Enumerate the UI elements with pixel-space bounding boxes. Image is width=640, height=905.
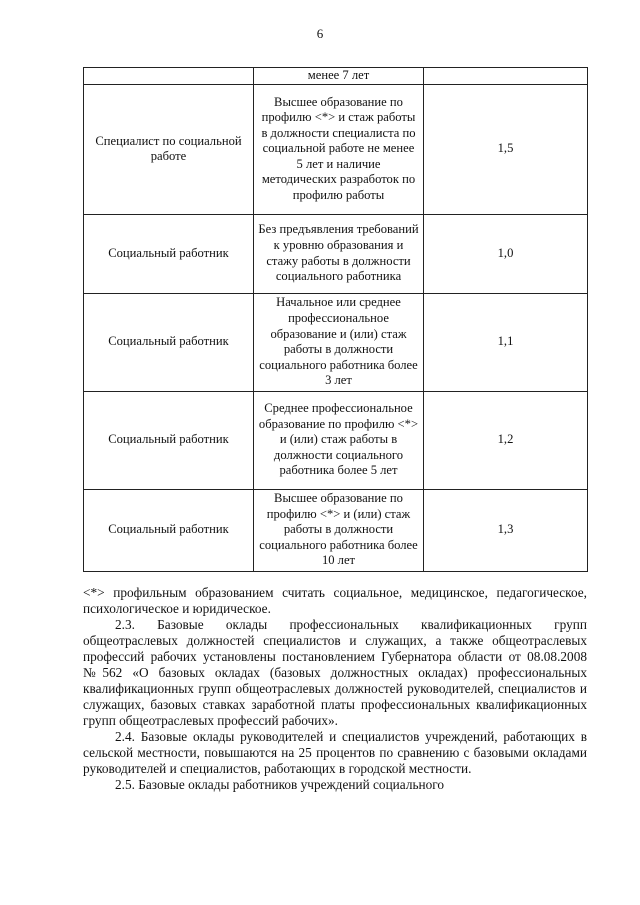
position-cell: Социальный работник: [84, 214, 254, 293]
table-row: [84, 489, 588, 571]
table-row: [84, 391, 588, 489]
requirements-cell: Высшее образование по профилю <*> и (или) стаж работы в должности социального работника более 10 лет: [254, 489, 424, 571]
table-row: [84, 214, 588, 293]
requirements-cell: Высшее образование по профилю <*> и стаж работы в должности специалиста по социальной работе не менее 5 лет и наличие методических разработок по профилю работы: [254, 84, 424, 214]
paragraph-2-4: 2.4. Базовые оклады руководителей и специалистов учреждений, работающих в сельской местности, повышаются на 25 процентов по сравнению с базовыми окладами руководителей и специалистов, работающих в городской местности.: [83, 729, 587, 776]
coefficient-cell: 1,0: [424, 214, 588, 293]
position-cell: Социальный работник: [84, 391, 254, 489]
position-cell: Специалист по социальной работе: [84, 84, 254, 214]
coefficient-cell: 1,2: [424, 391, 588, 489]
coefficient-cell: 1,1: [424, 293, 588, 391]
position-cell: Социальный работник: [84, 293, 254, 391]
coefficient-cell: [424, 68, 588, 85]
document-body: [83, 585, 587, 793]
table-row: [84, 68, 588, 85]
position-cell: Социальный работник: [84, 489, 254, 571]
paragraph-2-3: 2.3. Базовые оклады профессиональных квалификационных групп общеотраслевых должностей специалистов и служащих, а также общеотраслевых профессий рабочих установлены постановлением Губернатора области от 08.08.2008 №562 «О базовых окладах (базовых должностных окладах) профессиональных квалификационных групп общеотраслевых должностей руководителей, специалистов и служащих, базовых ставках заработной платы профессиональных квалификационных групп общеотраслевых профессий рабочих».: [83, 617, 587, 728]
table-row: [84, 293, 588, 391]
requirements-cell: менее 7 лет: [254, 68, 424, 85]
coefficient-cell: 1,3: [424, 489, 588, 571]
table-row: [84, 84, 588, 214]
requirements-cell: Начальное или среднее профессиональное образование и (или) стаж работы в должности социального работника более 3 лет: [254, 293, 424, 391]
requirements-cell: Среднее профессиональное образование по профилю <*> и (или) стаж работы в должности социального работника более 5 лет: [254, 391, 424, 489]
footnote: <*> профильным образованием считать социальное, медицинское, педагогическое, психологическое и юридическое.: [83, 585, 587, 616]
page-number: 6: [316, 26, 324, 41]
paragraph-2-5: 2.5. Базовые оклады работников учреждений социального: [115, 777, 445, 792]
position-cell: [84, 68, 254, 85]
requirements-cell: Без предъявления требований к уровню образования и стажу работы в должности социального работника: [254, 214, 424, 293]
coefficient-cell: 1,5: [424, 84, 588, 214]
coefficient-table: [83, 67, 588, 572]
